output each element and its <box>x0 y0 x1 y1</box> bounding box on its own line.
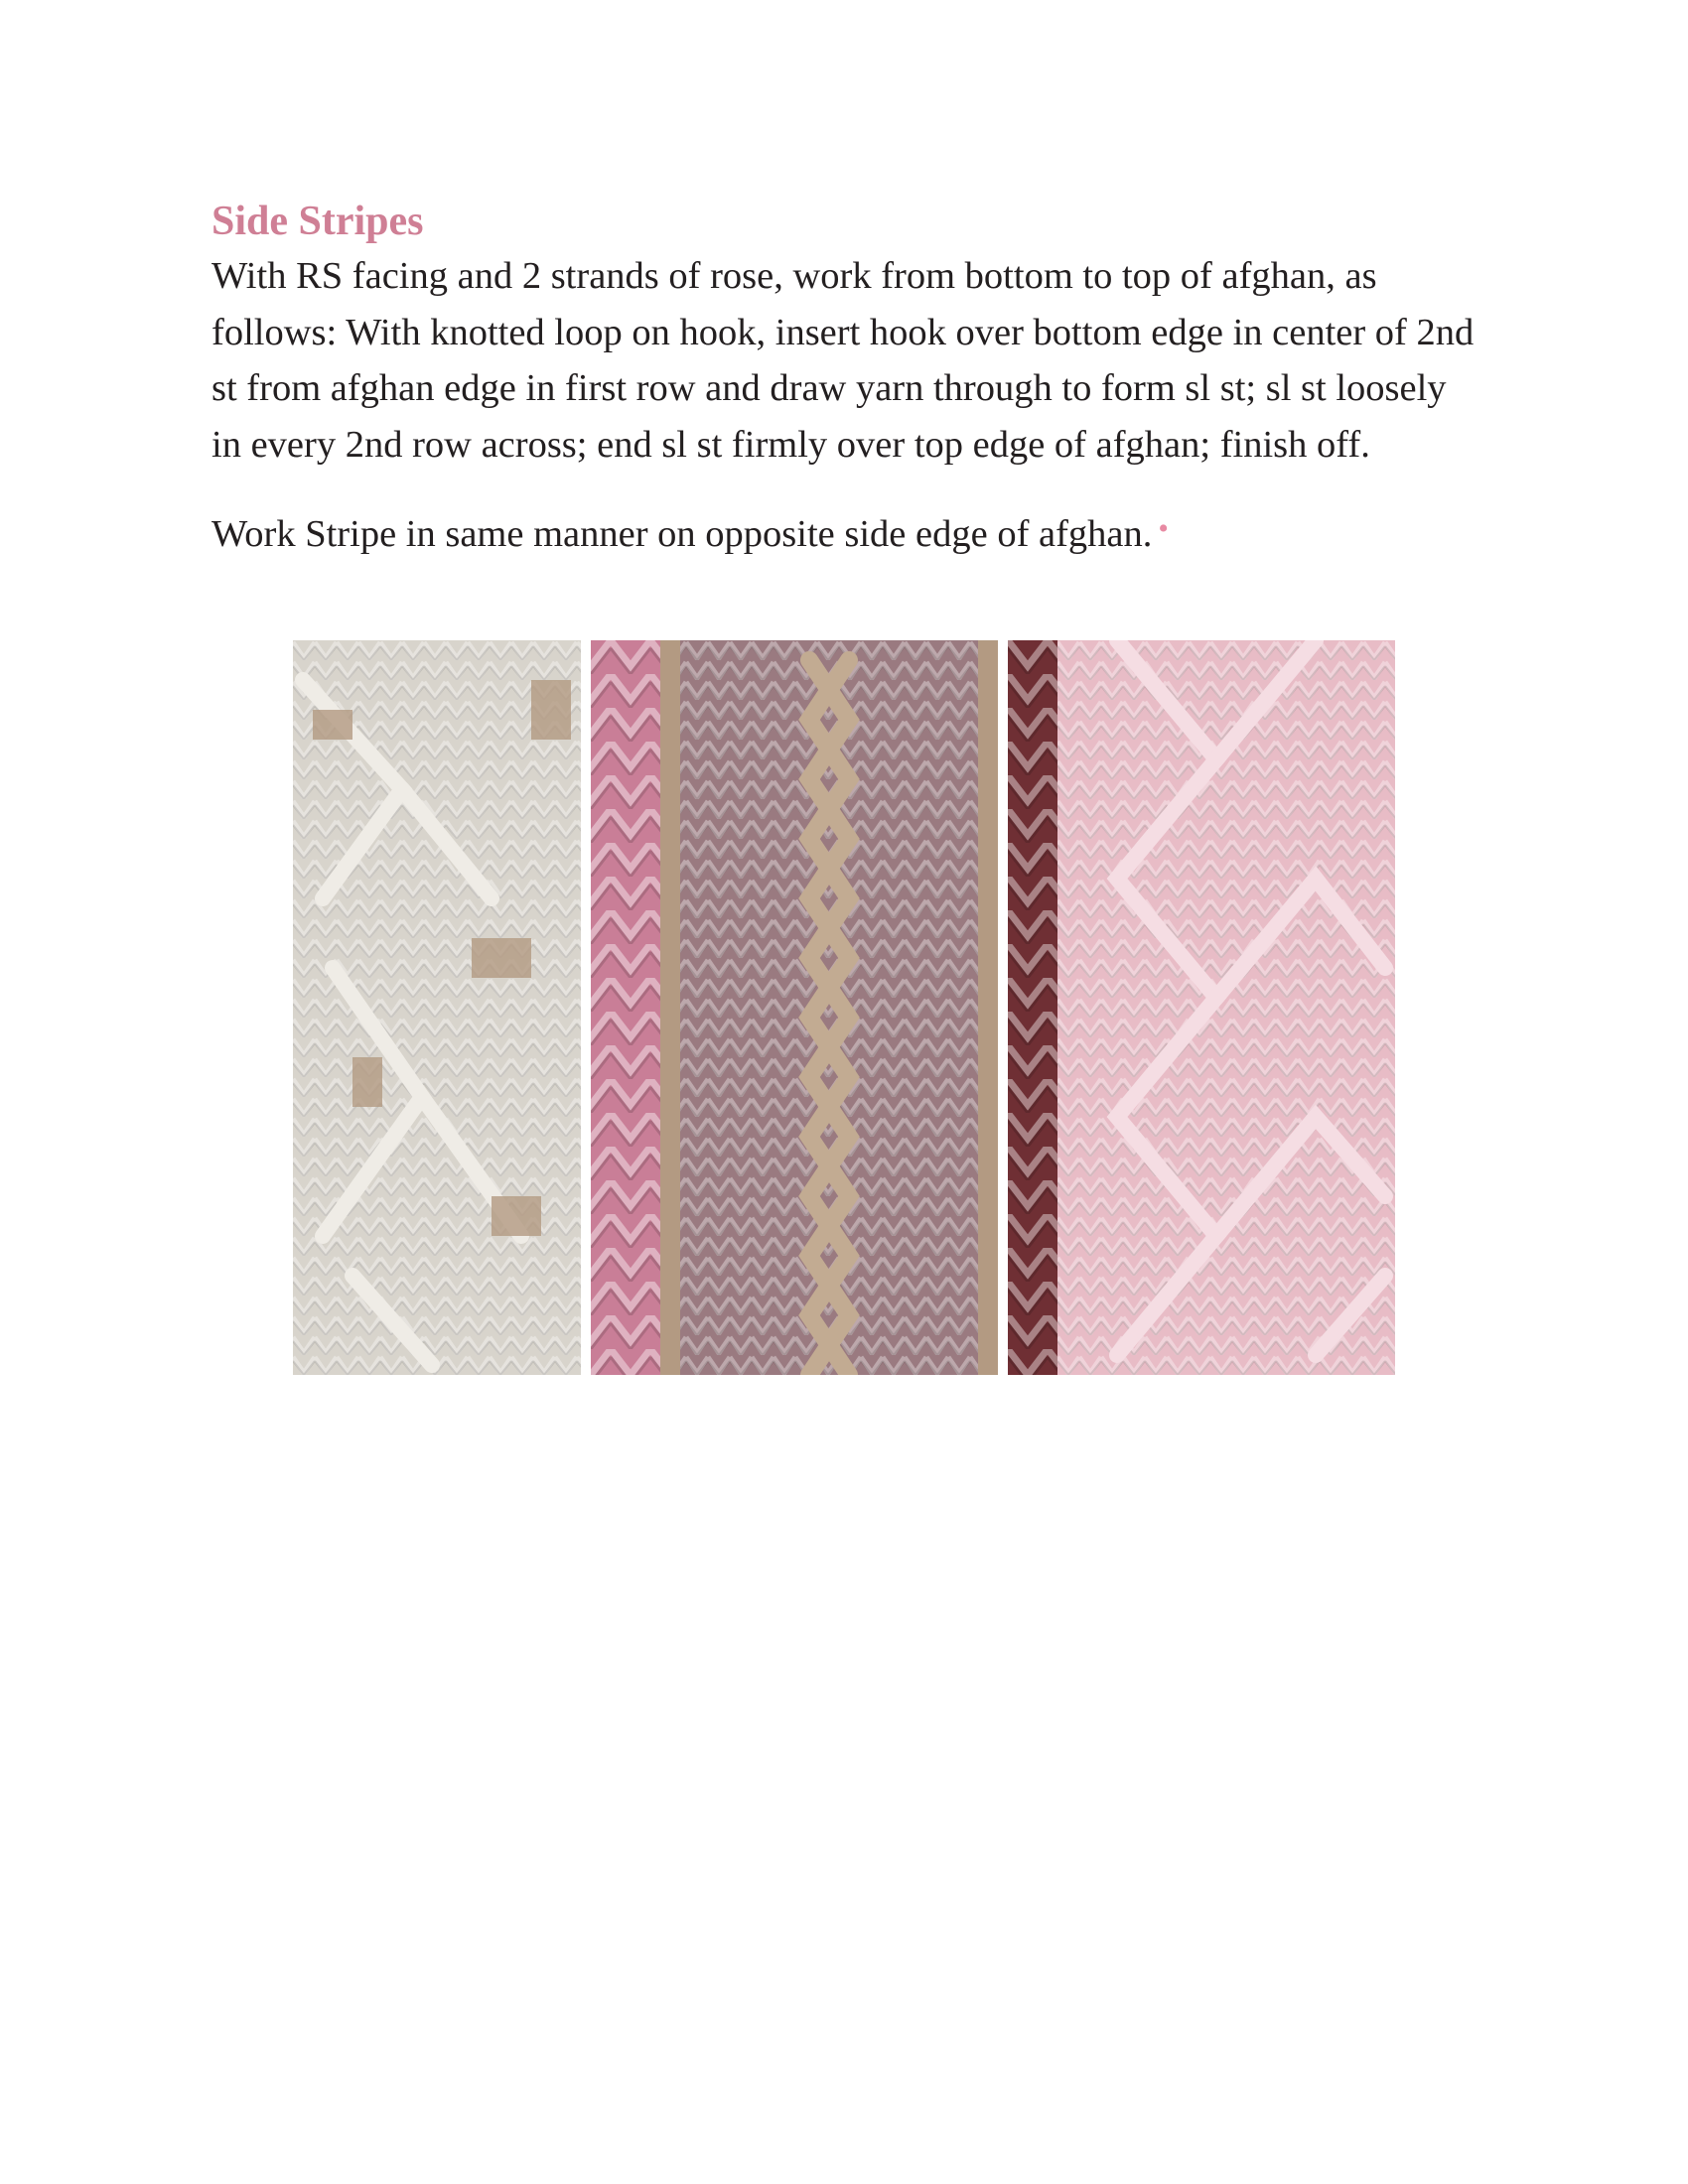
page-content <box>211 197 1477 563</box>
panel-tan-edge <box>660 640 680 1375</box>
section-heading: Side Stripes <box>211 199 424 244</box>
closing-text: Work Stripe in same manner on opposite side edge of afghan. <box>211 513 1153 556</box>
end-bullet-icon: • <box>1158 512 1169 546</box>
knitted-afghan-photo <box>293 640 1395 1375</box>
instruction-paragraph: With RS facing and 2 strands of rose, work from bottom to top of afghan, as follows: With knotted loop on hook, insert hook over bottom edge in center of 2nd st from afghan edge in first row and draw yarn through to form sl st; sl st loosely in every 2nd row across; end sl st firmly over top edge of afghan; finish off. <box>211 255 1475 466</box>
closing-paragraph <box>211 501 1477 563</box>
